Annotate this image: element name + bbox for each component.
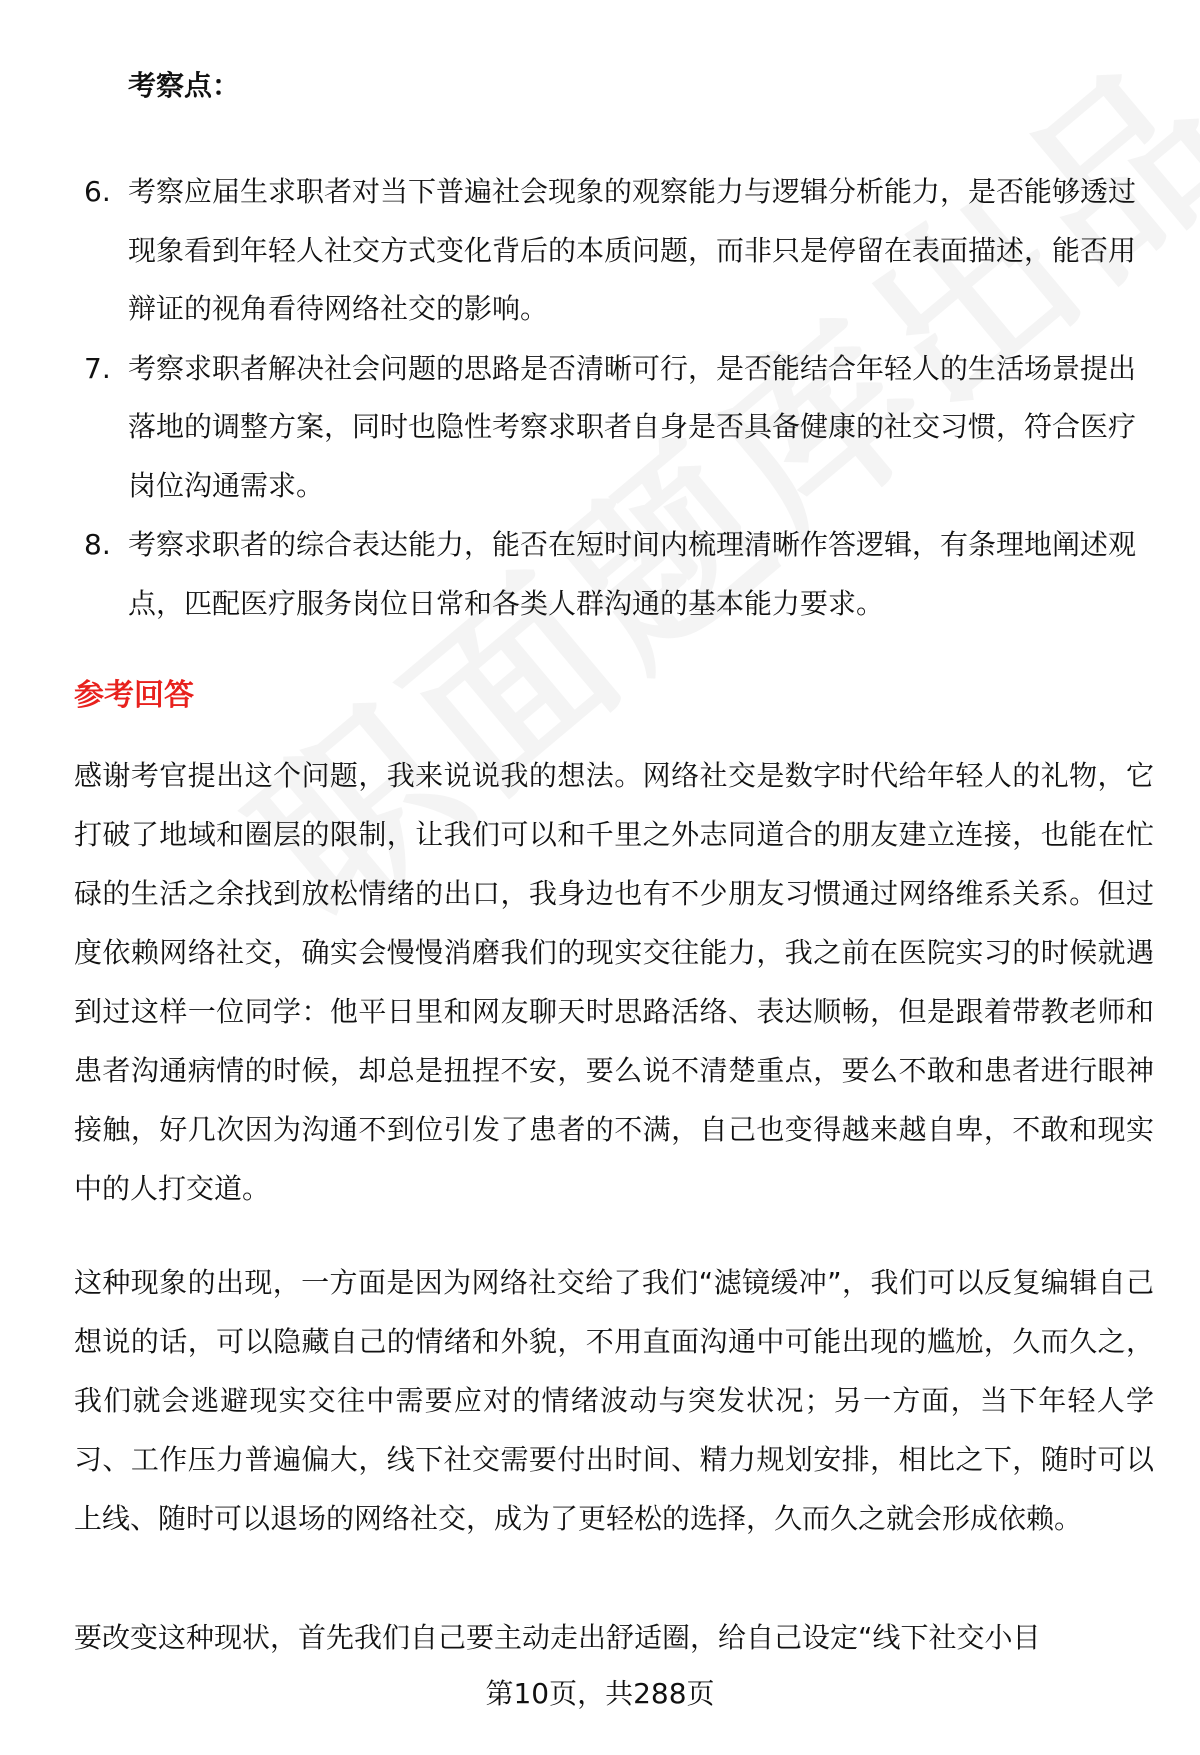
list-item-text: 考察应届生求职者对当下普遍社会现象的观察能力与逻辑分析能力，是否能够透过现象看到年轻人社交方式变化背后的本质问题，而非只是停留在表面描述，能否用辩证的视角看待网络社交的影响。 [128,175,1137,325]
answer-paragraph-2: 这种现象的出现，一方面是因为网络社交给了我们“滤镜缓冲”，我们可以反复编辑自己想说的话，可以隐藏自己的情绪和外貌，不用直面沟通中可能出现的尴尬，久而久之，我们就会逃避现实交往中需要应对的情绪波动与突发状况；另一方面，当下年轻人学习、工作压力普遍偏大，线下社交需要付出时间、精力规划安排，相比之下，随时可以上线、随时可以退场的网络社交，成为了更轻松的选择，久而久之就会形成依赖。 [74,1266,1154,1535]
answer-paragraph-3: 要改变这种现状，首先我们自己要主动走出舒适圈，给自己设定“线下社交小目 [74,1621,1041,1654]
reference-answer-title: 参考回答 [74,678,194,713]
list-item [74,340,1154,516]
list-item-number: 7. [84,351,111,385]
page-number-footer: 第10页，共288页 [485,1677,715,1710]
answer-paragraph-1: 感谢考官提出这个问题，我来说说我的想法。网络社交是数字时代给年轻人的礼物，它打破了地域和圈层的限制，让我们可以和千里之外志同道合的朋友建立连接，也能在忙碌的生活之余找到放松情绪的出口，我身边也有不少朋友习惯通过网络维系关系。但过度依赖网络社交，确实会慢慢消磨我们的现实交往能力，我之前在医院实习的时候就遇到过这样一位同学：他平日里和网友聊天时思路活络、表达顺畅，但是跟着带教老师和患者沟通病情的时候，却总是扭捏不安，要么说不清楚重点，要么不敢和患者进行眼神接触，好几次因为沟通不到位引发了患者的不满，自己也变得越来越自卑，不敢和现实中的人打交道。 [74,759,1154,1205]
list-item-text: 考察求职者解决社会问题的思路是否清晰可行，是否能结合年轻人的生活场景提出落地的调整方案，同时也隐性考察求职者自身是否具备健康的社交习惯，符合医疗岗位沟通需求。 [128,351,1137,502]
list-item [74,516,1154,633]
list-item-number: 6. [84,175,111,208]
exam-points-list [74,163,1154,634]
exam-points-heading: 考察点： [128,69,241,102]
list-item-number: 8. [84,528,111,561]
list-item [74,163,1154,339]
list-item-text: 考察求职者的综合表达能力，能否在短时间内梳理清晰作答逻辑，有条理地阐述观点，匹配医疗服务岗位日常和各类人群沟通的基本能力要求。 [128,528,1137,620]
